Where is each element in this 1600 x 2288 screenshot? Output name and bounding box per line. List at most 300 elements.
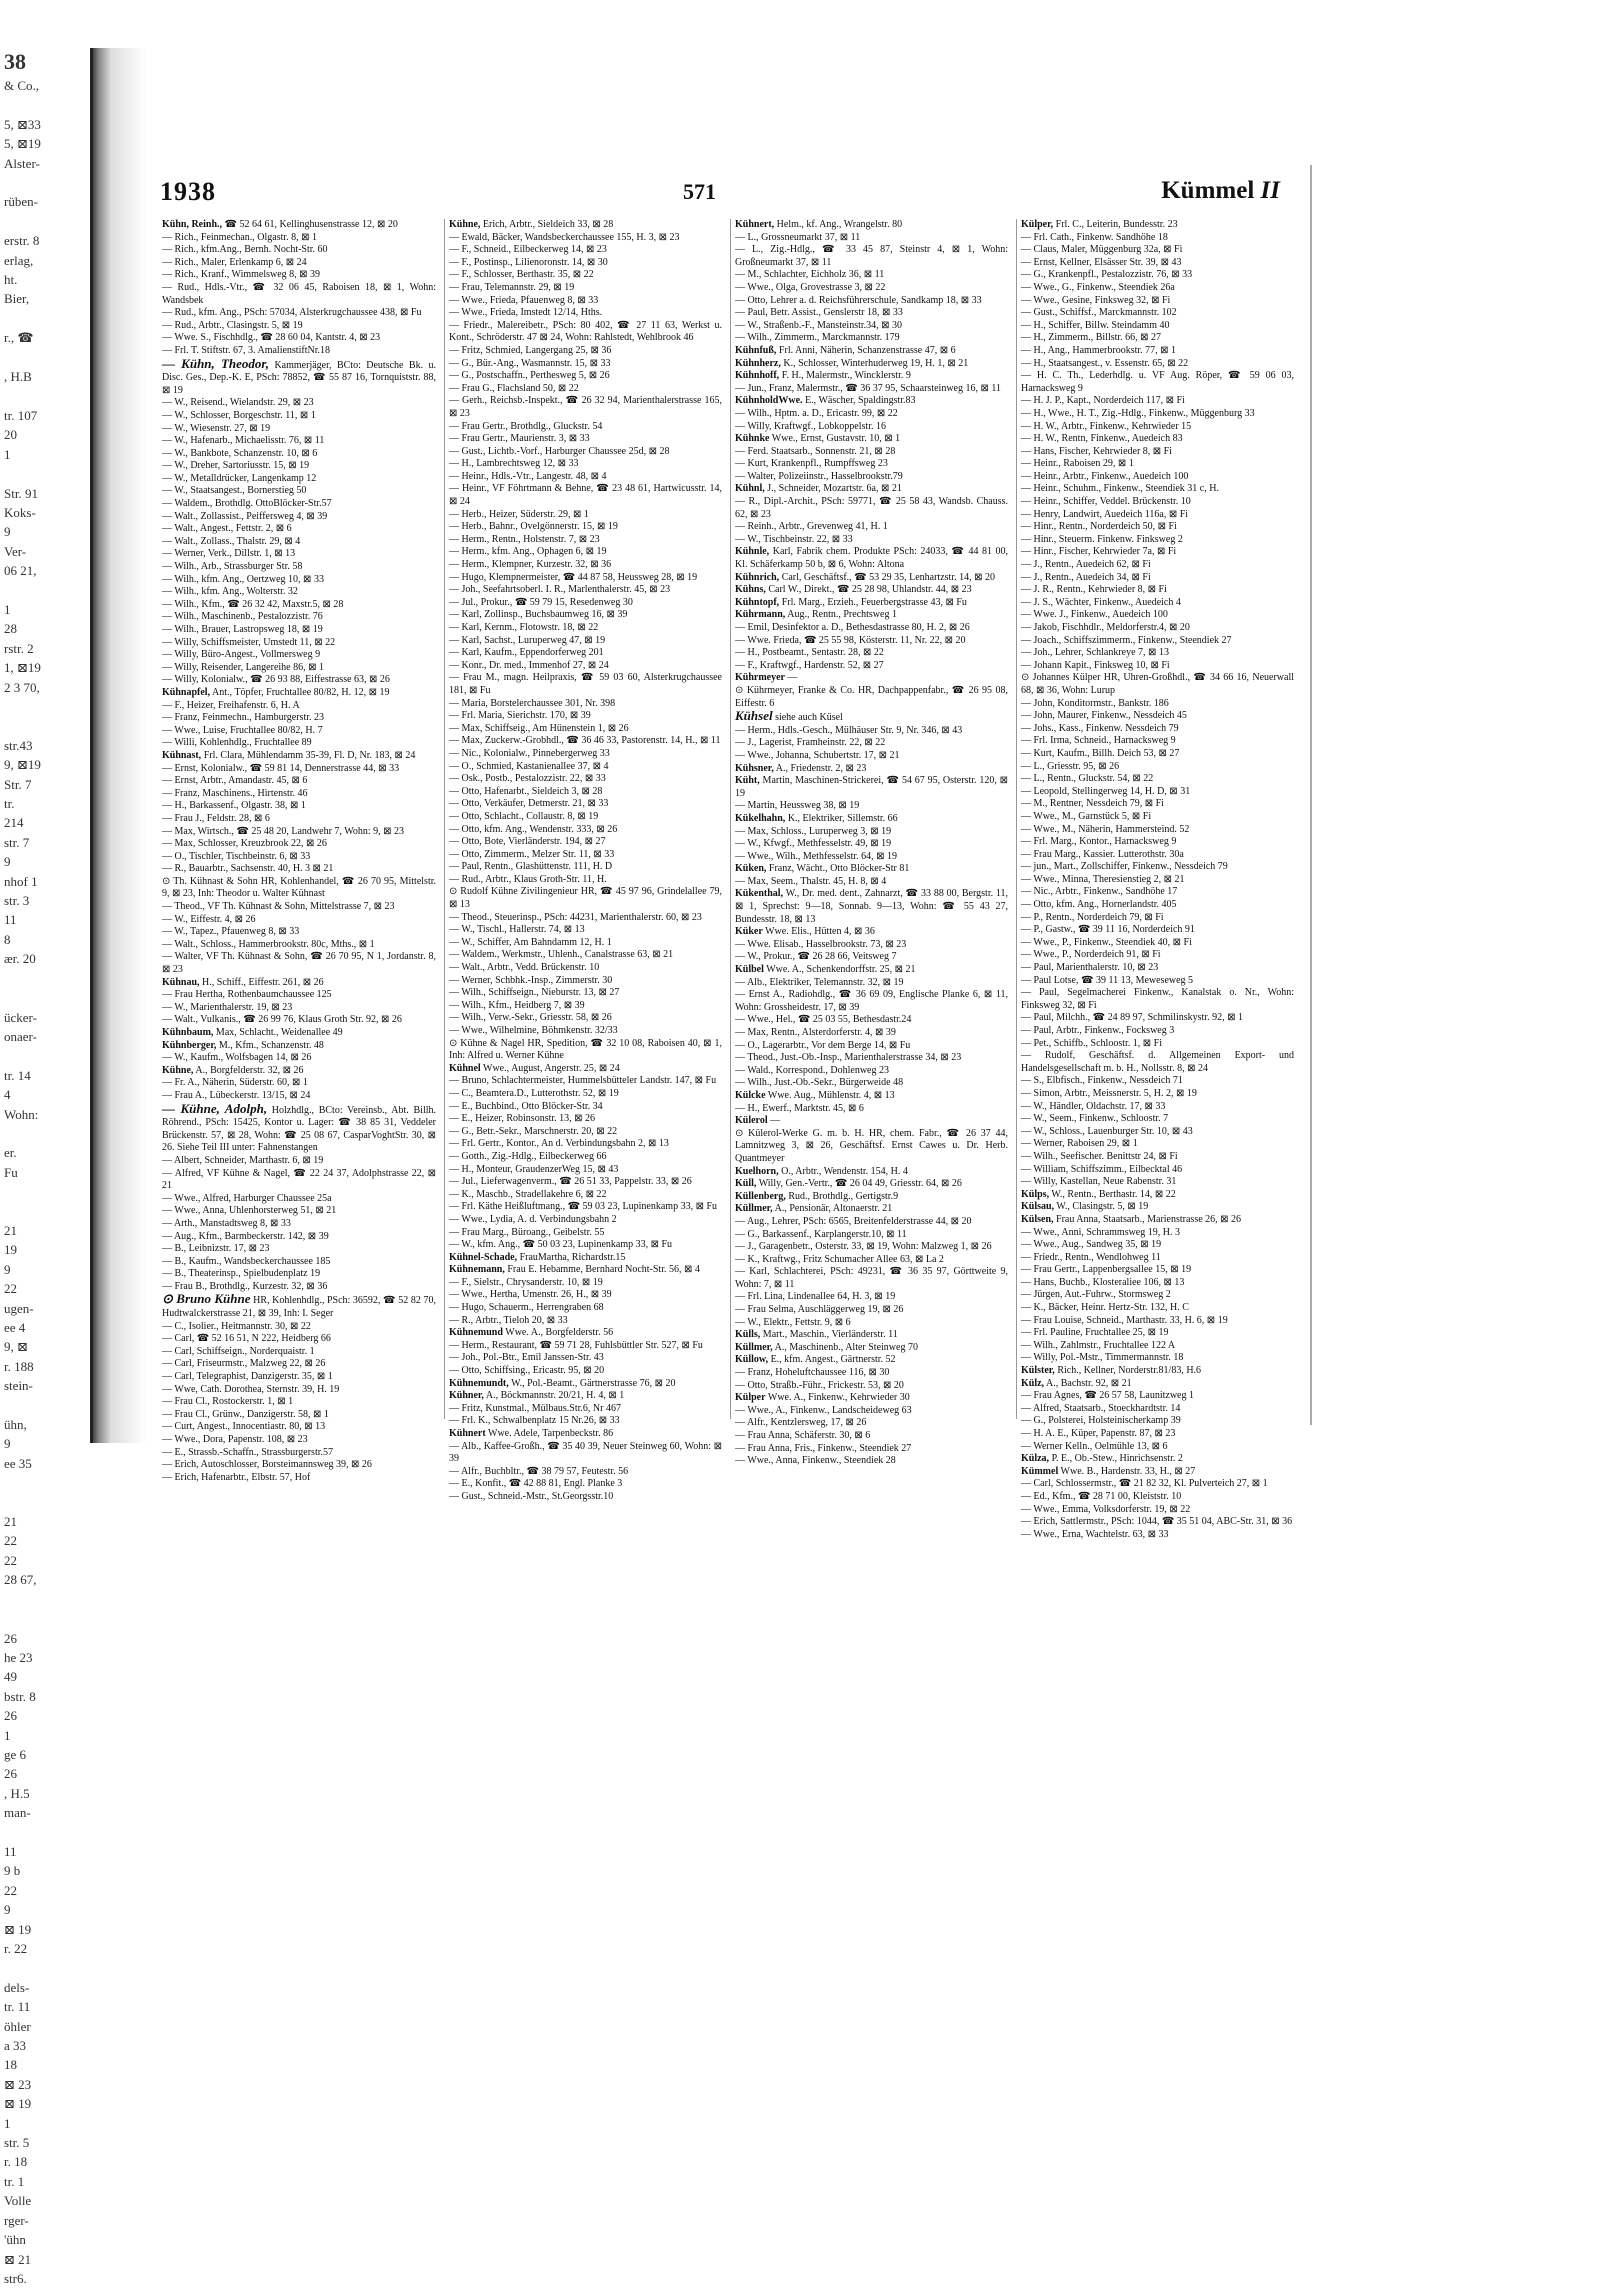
- entry-details: Frau E. Hebamme, Bernhard Nocht-Str. 56, ⊠ 4: [507, 1264, 700, 1276]
- directory-entry: [162, 1077, 436, 1090]
- directory-entry: [449, 546, 722, 559]
- left-page-fragment: [0, 95, 90, 114]
- directory-entry: [735, 926, 1008, 939]
- entry-details: — Rich., Kranf., Wimmelsweg 8, ⊠ 39: [162, 269, 321, 281]
- entry-details: — G., Polsterei, Holsteinischerkamp 39: [1021, 1415, 1181, 1427]
- entry-details: — Franz, Hoheluftchaussee 116, ⊠ 30: [735, 1367, 890, 1379]
- entry-details: — Hugo, Schauerm., Herrengraben 68: [449, 1302, 604, 1314]
- entry-details: — Frl. Käthe Heißluftmang., ☎ 59 03 23, Lupinenkamp 33, ⊠ Fu: [449, 1201, 718, 1213]
- entry-details: — Frau Marg., Kassier. Lutterothstr. 30a: [1021, 848, 1184, 860]
- directory-entry: [162, 232, 436, 245]
- entry-details: K., Elektriker, Sillemstr. 66: [787, 812, 898, 824]
- entry-details: — Johann Kapit., Finksweg 10, ⊠ Fi: [1021, 659, 1170, 671]
- directory-entry: [735, 1241, 1008, 1254]
- page-header: [148, 177, 1310, 211]
- entry-details: — Otto, Lehrer a. d. Reichsführerschule, Sandkamp 18, ⊠ 33: [735, 294, 982, 306]
- left-page-fragment: 22: [4, 1281, 17, 1297]
- directory-entry: [735, 1128, 1008, 1166]
- directory-entry: [449, 383, 722, 396]
- directory-entry: [162, 1371, 436, 1384]
- directory-entry: [735, 370, 1008, 383]
- entry-details: — Otto, Zimmerm., Melzer Str. 11, ⊠ 33: [449, 848, 615, 860]
- entry-details: — K., Maschb., Stradellakehre 6, ⊠ 22: [449, 1188, 607, 1200]
- entry-details: — J. S., Wächter, Finkenw., Auedeich 4: [1021, 596, 1181, 608]
- entry-details: — W., Kfwgf., Methfesselstr. 49, ⊠ 19: [735, 838, 892, 850]
- entry-surname: Kühnast,: [162, 749, 202, 761]
- directory-entry: [1021, 1088, 1294, 1101]
- directory-entry: [449, 307, 722, 320]
- entry-details: — H. W., Arbtr., Finkenw., Kehrwieder 15: [1021, 420, 1192, 432]
- directory-entry: [1021, 1478, 1294, 1491]
- directory-entry: [449, 1214, 722, 1227]
- directory-entry: [449, 521, 722, 534]
- directory-entry: [162, 863, 436, 876]
- left-page-fragment: 26: [4, 1630, 17, 1646]
- entry-details: — M., Schlachter, Eichholz 36, ⊠ 11: [735, 269, 885, 281]
- directory-entry: [162, 977, 436, 990]
- directory-entry: [1021, 1403, 1294, 1416]
- directory-entry: [449, 1403, 722, 1416]
- directory-entry: [1021, 1227, 1294, 1240]
- entry-details: — Otto, Schiffsing., Ericastr. 95, ⊠ 20: [449, 1365, 605, 1377]
- entry-details: — Carl, Schlossermstr., ☎ 21 82 32, Kl. Pulverteich 27, ⊠ 1: [1021, 1478, 1268, 1490]
- left-page-fragment: Koks-: [4, 504, 36, 520]
- entry-details: — Hans, Buchb., Klosteraliee 106, ⊠ 13: [1021, 1276, 1185, 1288]
- left-page-edge: [0, 48, 93, 2286]
- entry-details: — Theod., VF Th. Kühnast & Sohn, Mittelstrasse 7, ⊠ 23: [162, 901, 395, 913]
- directory-entry: [162, 800, 436, 813]
- directory-entry: [1021, 912, 1294, 925]
- entry-details: — Frau Selma, Auschläggerweg 19, ⊠ 26: [735, 1304, 904, 1316]
- entry-details: — Otto, kfm. Ang., Wendenstr. 333, ⊠ 26: [449, 823, 618, 835]
- left-page-fragment: 21: [4, 1222, 17, 1238]
- entry-details: — G., Krankenpfl., Pestalozzistr. 76, ⊠ 33: [1021, 269, 1193, 281]
- directory-entry: [1021, 748, 1294, 761]
- header-year: 1938: [160, 177, 216, 206]
- directory-entry: [162, 1333, 436, 1346]
- entry-details: — Jun., Franz, Malermstr., ☎ 36 37 95, Schaarsteinweg 16, ⊠ 11: [735, 382, 1001, 394]
- entry-details: — Willy, Reisender, Langereihe 86, ⊠ 1: [162, 661, 324, 673]
- left-page-fragment: ge 6: [4, 1746, 27, 1762]
- left-page-fragment: Bier,: [4, 291, 30, 307]
- directory-entry: [1021, 370, 1294, 395]
- directory-entry: [1021, 1516, 1294, 1529]
- directory-entry: [1021, 1075, 1294, 1088]
- left-page-fragment: ær. 20: [4, 951, 36, 967]
- directory-entry: [449, 937, 722, 950]
- entry-details: — Frau Marg., Büroang., Geibelstr. 55: [449, 1226, 605, 1238]
- left-page-fragment: 'ühn: [4, 2232, 26, 2248]
- entry-surname: ⊙ Bruno Kühne: [162, 1291, 251, 1307]
- entry-details: — J., Rentn., Auedeich 62, ⊠ Fi: [1021, 559, 1151, 571]
- entry-details: — B., Leibnizstr. 17, ⊠ 23: [162, 1243, 270, 1255]
- directory-entry: [735, 1254, 1008, 1267]
- entry-details: — W., Seem., Finkenw., Schloostr. 7: [1021, 1113, 1169, 1125]
- directory-entry: [162, 1268, 436, 1281]
- directory-entry: [162, 1014, 436, 1027]
- entry-details: — Wilh., Schiffseign., Nieburstr. 13, ⊠ 27: [449, 987, 620, 999]
- left-page-fragment: [0, 387, 90, 406]
- directory-entry: [735, 775, 1008, 800]
- left-page-fragment: 06 21,: [4, 563, 37, 579]
- entry-details: — Jul., Lieferwagenverm., ☎ 26 51 33, Pappelstr. 33, ⊠ 26: [449, 1176, 692, 1188]
- directory-entry: [735, 1443, 1008, 1456]
- directory-entry: [449, 458, 722, 471]
- entry-details: — Erich, Sattlermstr., PSch: 1044, ☎ 35 51 04, ABC-Str. 31, ⊠ 36: [1021, 1516, 1293, 1528]
- directory-entry: [162, 1346, 436, 1359]
- entry-details: — Herb., Heizer, Süderstr. 29, ⊠ 1: [449, 508, 589, 520]
- left-page-fragment: 9: [4, 1902, 11, 1918]
- directory-entry: [1021, 408, 1294, 421]
- directory-entry: [449, 1390, 722, 1403]
- entry-details: Kammerjäger, BCto: Deutsche Bk. u. Disc. Ges., Dep.-K. E, PSch: 78852, ☎ 55 87 16, Tornquiststr. 88, ⊠ 19: [162, 359, 437, 396]
- entry-details: — jun., Mart., Zollschiffer, Finkenw., Nessdeich 79: [1021, 861, 1228, 873]
- directory-entry: [735, 1367, 1008, 1380]
- entry-details: — W., Reisend., Wielandstr. 29, ⊠ 23: [162, 397, 314, 409]
- entry-details: — Wwe. J., Finkenw., Auedeich 100: [1021, 609, 1168, 621]
- directory-entry: [1021, 546, 1294, 559]
- entry-details: — W., Straßenb.-F., Mansteinstr.34, ⊠ 30: [735, 319, 903, 331]
- left-page-fragment: [0, 1473, 90, 1492]
- left-page-fragment: erlag,: [4, 252, 34, 268]
- directory-entry: [735, 332, 1008, 345]
- entry-surname: Külza,: [1021, 1453, 1050, 1465]
- entry-details: — Jakob, Fischhdlr., Meldorferstr.4, ⊠ 20: [1021, 622, 1190, 633]
- directory-entry: [449, 1201, 722, 1214]
- entry-details: — Karl, Kernm., Flotowstr. 18, ⊠ 22: [449, 622, 599, 633]
- directory-entry: [449, 949, 722, 962]
- directory-entry: [449, 1289, 722, 1302]
- entry-surname: Kühne,: [162, 1064, 194, 1076]
- directory-entry: [1021, 597, 1294, 610]
- entry-surname: Kühnberger,: [162, 1039, 217, 1051]
- entry-details: — Karl, Kaufm., Eppendorferweg 201: [449, 647, 604, 659]
- entry-details: — Walt., Vulkanis., ☎ 26 99 76, Klaus Groth Str. 92, ⊠ 26: [162, 1014, 402, 1026]
- entry-details: — Waldem., Werkmstr., Uhlenh., Canalstrasse 63, ⊠ 21: [449, 949, 674, 961]
- directory-entry: [162, 1396, 436, 1409]
- directory-entry: [735, 483, 1008, 496]
- entry-details: — H., Ang., Hammerbrookstr. 77, ⊠ 1: [1021, 344, 1177, 356]
- directory-entry: [1021, 345, 1294, 358]
- left-page-fragment: ⊠ 21: [4, 2251, 32, 2267]
- entry-details: Rich., Kellner, Norderstr.81/83, H.6: [1057, 1365, 1202, 1377]
- entry-details: — Willy, Kolonialw., ☎ 26 93 88, Eiffestrasse 63, ⊠ 26: [162, 674, 390, 686]
- entry-details: — Paul, Betr. Assist., Genslerstr 18, ⊠ 33: [735, 307, 903, 319]
- entry-details: — W., Hafenarb., Michaelisstr. 76, ⊠ 11: [162, 435, 325, 447]
- directory-entry: [162, 914, 436, 927]
- entry-details: — G., Bür.-Ang., Wasmannstr. 15, ⊠ 33: [449, 357, 611, 369]
- directory-entry: [449, 433, 722, 446]
- directory-entry: [735, 647, 1008, 660]
- entry-details: — Hinr., Fischer, Kehrwieder 7a, ⊠ Fi: [1021, 546, 1177, 558]
- entry-details: — Rud., Arbtr., Clasingstr. 5, ⊠ 19: [162, 319, 303, 331]
- left-page-fragment: 22: [4, 1552, 17, 1568]
- entry-details: Frau Anna, Staatsarb., Marienstrasse 26, ⊠ 26: [1056, 1213, 1242, 1225]
- left-page-fragment: str. 7: [4, 834, 30, 850]
- directory-entry: [735, 282, 1008, 295]
- directory-entry: [162, 700, 436, 713]
- directory-entry: [162, 1218, 436, 1231]
- entry-details: — F., Kraftwgf., Hardenstr. 52, ⊠ 27: [735, 659, 884, 671]
- left-page-fragment: rger-: [4, 2212, 29, 2228]
- entry-surname: Külls,: [735, 1329, 761, 1341]
- entry-surname: Külsau,: [1021, 1201, 1055, 1213]
- entry-details: — Rudolf, Geschäftsf. d. Allgemeinen Export- und Handelsgesellschaft m. b. H., Nollsstr. 8, ⊠ 24: [1021, 1050, 1294, 1074]
- entry-surname: Kühner,: [449, 1390, 484, 1402]
- running-title-volume: II: [1260, 177, 1280, 204]
- directory-entry: [162, 851, 436, 864]
- entry-details: — Heinr., Raboisen 29, ⊠ 1: [1021, 458, 1134, 470]
- directory-entry: [162, 355, 437, 398]
- entry-details: ⊙ Külerol-Werke G. m. b. H. HR, chem. Fabr., ☎ 26 37 44, Lamnitzweg 3, ⊠ 26, Geschäftsf. Ernst Cawes u. Dr. Herb. Quantmeyer: [735, 1127, 1008, 1164]
- directory-entry: [735, 939, 1008, 952]
- directory-entry: [1021, 937, 1294, 950]
- entry-details: — Paul Lotse, ☎ 39 11 13, Meweseweg 5: [1021, 974, 1194, 986]
- entry-details: — Wilh., Maschinenb., Pestalozzistr. 76: [162, 611, 323, 623]
- entry-details: — J., Rentn., Auedeich 34, ⊠ Fi: [1021, 571, 1151, 583]
- directory-entry: [449, 395, 722, 420]
- directory-entry: [449, 1227, 722, 1240]
- directory-entry: [449, 609, 722, 622]
- entry-details: — Nic., Arbtr., Finkenw., Sandhöhe 17: [1021, 886, 1178, 898]
- entry-details: — H., Staatsangest., v. Essenstr. 65, ⊠ 22: [1021, 357, 1189, 369]
- directory-entry: [449, 421, 722, 434]
- entry-details: — E., Buchbind., Otto Blöcker-Str. 34: [449, 1100, 603, 1112]
- directory-entry: [1021, 559, 1294, 572]
- directory-entry: [1021, 1214, 1294, 1227]
- left-page-fragment: r. 18: [4, 2154, 28, 2170]
- left-page-fragment: r., ☎: [4, 330, 34, 346]
- directory-entry: [1021, 1038, 1294, 1051]
- directory-entry: [162, 662, 436, 675]
- entry-details: — G., Barkassenf., Karplangerstr.10, ⊠ 11: [735, 1228, 907, 1240]
- entry-details: — L., Zig.-Hdlg., ☎ 33 45 87, Steinstr 4, ⊠ 1, Wohn: Großneumarkt 37, ⊠ 11: [735, 244, 1008, 268]
- entry-details: ⊙ Kührmeyer, Franke & Co. HR, Dachpappenfabr., ☎ 26 95 08, Eiffestr. 6: [735, 684, 1008, 709]
- left-page-fragment: 8: [4, 931, 11, 947]
- directory-entry: [449, 786, 722, 799]
- entry-surname: Küker: [735, 926, 763, 938]
- directory-entry: [735, 1040, 1008, 1053]
- entry-surname: Külcke: [735, 1089, 766, 1101]
- directory-entry: [735, 725, 1008, 738]
- directory-entry: [449, 1075, 722, 1088]
- directory-entry: [1021, 496, 1294, 509]
- entry-details: — Wwe., Johanna, Schubertstr. 17, ⊠ 21: [735, 749, 900, 761]
- directory-entry: [449, 1315, 722, 1328]
- entry-details: — Alb., Elektriker, Telemannstr. 32, ⊠ 19: [735, 976, 904, 988]
- entry-details: — Hugo, Klempnermeister, ☎ 44 87 58, Heussweg 28, ⊠ 19: [449, 571, 698, 583]
- entry-details: — Wwe., P., Norderdeich 91, ⊠ Fi: [1021, 949, 1161, 961]
- directory-entry: [162, 435, 436, 448]
- entry-surname: Kühsner,: [735, 762, 774, 774]
- directory-entry: [735, 446, 1008, 459]
- entry-surname: Kühsel: [735, 708, 773, 724]
- directory-entry: [449, 534, 722, 547]
- entry-details: — K., Kraftwg., Fritz Schumacher Allee 63, ⊠ La 2: [735, 1253, 944, 1265]
- directory-entry: [449, 962, 722, 975]
- directory-entry: [162, 307, 436, 320]
- left-page-fragment: ⊠ 19: [4, 1921, 32, 1937]
- directory-entry: [162, 649, 436, 662]
- directory-entry: [735, 232, 1008, 245]
- left-page-fragment: 18: [4, 2057, 17, 2073]
- directory-entry: [1021, 395, 1294, 408]
- entry-details: Wwe. Elis., Hütten 4, ⊠ 36: [765, 926, 875, 938]
- entry-details: — Rich., kfm.Ang., Bernh. Nocht-Str. 60: [162, 244, 328, 256]
- directory-entry: [1021, 635, 1294, 648]
- left-page-fragment: dels-: [4, 1979, 30, 1995]
- directory-entry: [162, 1002, 436, 1015]
- entry-details: — Willy, Kraftwgf., Lobkoppelstr. 16: [735, 420, 886, 432]
- directory-entry: [449, 861, 722, 874]
- entry-details: — Fritz, Schmied, Langergang 25, ⊠ 36: [449, 344, 612, 356]
- left-page-fragment: ee 4: [4, 1320, 26, 1335]
- entry-details: — Emil, Desinfektor a. D., Bethesdastrasse 80, H. 2, ⊠ 26: [735, 622, 970, 633]
- entry-details: — E., Konfit., ☎ 42 88 81, Engl. Planke 3: [449, 1478, 623, 1490]
- entry-details: — W., Staatsangest., Bornerstieg 50: [162, 485, 307, 497]
- directory-entry: [449, 483, 722, 508]
- left-page-fragment: 19: [4, 1242, 17, 1258]
- directory-entry: [1021, 1466, 1294, 1479]
- entry-details: — Paul, Milchh., ☎ 24 89 97, Schmilinskystr. 92, ⊠ 1: [1021, 1012, 1243, 1024]
- entry-details: — H., Monteur, GraudenzerWeg 15, ⊠ 43: [449, 1163, 619, 1175]
- entry-details: — Max, Seem., Thalstr. 45, H. 8, ⊠ 4: [735, 875, 887, 887]
- entry-details: — Paul, Marienthalerstr. 10, ⊠ 23: [1021, 962, 1159, 974]
- entry-details: K., Schlosser, Winterhuderweg 19, H. 1, ⊠ 21: [783, 357, 969, 369]
- directory-entry: [449, 1151, 722, 1164]
- entry-details: Carl, Geschäftsf., ☎ 53 29 35, Lenhartzstr. 14, ⊠ 20: [781, 571, 995, 583]
- directory-entry: [1021, 1289, 1294, 1302]
- directory-entry: [735, 458, 1008, 471]
- entry-details: — Joh., Seefahrtsoberl. I. R., Marlenthalerstr. 45, ⊠ 23: [449, 584, 671, 596]
- directory-entry: [735, 1266, 1008, 1291]
- left-page-fragment: ee 35: [4, 1455, 32, 1471]
- directory-entry: [735, 1052, 1008, 1065]
- entry-details: — Max, Wirtsch., ☎ 25 48 20, Landwehr 7, Wohn: 9, ⊠ 23: [162, 825, 405, 837]
- left-page-fragment: 1: [4, 2115, 11, 2131]
- entry-details: Frl. Clara, Mühlendamm 35-39, Fl. D, Nr. 183, ⊠ 24: [203, 749, 416, 761]
- directory-entry: [162, 1155, 436, 1168]
- directory-entry: [1021, 1138, 1294, 1151]
- entry-surname: Kühnherz,: [735, 357, 781, 369]
- directory-entry: [162, 1065, 436, 1078]
- directory-entry: [735, 977, 1008, 990]
- directory-entry: [449, 1012, 722, 1025]
- directory-entry: [449, 1101, 722, 1114]
- directory-entry: [1021, 1025, 1294, 1038]
- entry-details: — Friedr., Malereibetr., PSch: 80 402, ☎ 27 11 63, Werkst u. Kont., Schröderstr. 47 ⊠ 24, Wohn: Rahlstedt, Wehlbrook 46: [449, 319, 722, 344]
- entry-details: FrauMartha, Richardstr.15: [519, 1251, 626, 1263]
- directory-entry: [162, 939, 436, 952]
- entry-details: — Wilh., kfm. Ang., Oertzweg 10, ⊠ 33: [162, 573, 324, 585]
- directory-entry: [1021, 1529, 1294, 1542]
- entry-surname: Kühnel: [449, 1062, 481, 1074]
- directory-columns: [158, 219, 1300, 1540]
- entry-surname: Kühnrich,: [735, 571, 780, 583]
- entry-details: —: [770, 1115, 781, 1127]
- left-page-fragment: 28 67,: [4, 1572, 37, 1588]
- directory-entry: [162, 775, 436, 788]
- entry-details: P. E., Ob.-Stew., Hinrichsenstr. 2: [1051, 1453, 1183, 1465]
- directory-entry: [449, 710, 722, 723]
- directory-entry: [162, 624, 436, 637]
- directory-entry: [1021, 886, 1294, 899]
- entry-details: — Herm., kfm. Ang., Ophagen 6, ⊠ 19: [449, 546, 607, 558]
- entry-surname: Kühntopf,: [735, 596, 780, 608]
- directory-entry: [1021, 1428, 1294, 1441]
- directory-entry: [735, 496, 1008, 521]
- entry-details: — Willy, Pol.-Mstr., Timmermannstr. 18: [1021, 1352, 1184, 1364]
- left-page-fragment: stein-: [4, 1378, 33, 1394]
- left-page-fragment: Str. 7: [4, 776, 32, 792]
- entry-details: — R., Arbtr., Tieloh 20, ⊠ 33: [449, 1314, 568, 1326]
- entry-details: — Jürgen, Aut.-Fuhrw., Stormsweg 2: [1021, 1289, 1171, 1301]
- entry-details: — Rud., kfm. Ang., PSch: 57034, Alsterkrugchaussee 438, ⊠ Fu: [162, 307, 422, 319]
- left-page-fragment: 5, ⊠19: [4, 136, 41, 152]
- directory-entry: [162, 282, 436, 307]
- directory-entry: [1021, 282, 1294, 295]
- entry-details: — Kurt, Kaufm., Billh. Deich 53, ⊠ 27: [1021, 747, 1180, 759]
- left-page-fragment: erstr. 8: [4, 233, 40, 249]
- directory-entry: [1021, 1453, 1294, 1466]
- directory-entry: [735, 876, 1008, 889]
- directory-entry: [735, 763, 1008, 776]
- left-page-fragment: [0, 1958, 90, 1977]
- entry-details: — W., Schloss., Lauenburger Str. 10, ⊠ 43: [1021, 1125, 1193, 1137]
- entry-details: — H., Postbeamt., Sentastr. 28, ⊠ 22: [735, 647, 884, 659]
- entry-details: — W., Marienthalerstr. 19, ⊠ 23: [162, 1001, 293, 1013]
- entry-details: — Franz, Maschinens., Hirtenstr. 46: [162, 787, 308, 799]
- directory-entry: [449, 269, 722, 282]
- left-page-fragment: str. 5: [4, 2135, 30, 2151]
- entry-details: — Willy, Schiffsmeister, Umstedt 11, ⊠ 22: [162, 636, 336, 648]
- entry-details: —: [787, 672, 798, 684]
- directory-entry: [735, 800, 1008, 813]
- directory-entry: [449, 748, 722, 761]
- left-page-fragment: 9: [4, 524, 11, 540]
- entry-details: — L., Rentn., Gluckstr. 54, ⊠ 22: [1021, 773, 1154, 785]
- entry-details: — O., Tischler, Tischbeinstr. 6, ⊠ 33: [162, 850, 311, 862]
- entry-details: — Wwe. Elisab., Hasselbrookstr. 73, ⊠ 23: [735, 938, 907, 950]
- entry-details: O., Arbtr., Wendenstr. 154, H. 4: [781, 1165, 908, 1177]
- directory-entry: [735, 1191, 1008, 1204]
- entry-details: — Wilh., Just.-Ob.-Sekr., Bürgerweide 48: [735, 1077, 904, 1089]
- entry-details: — Konr., Dr. med., Immenhof 27, ⊠ 24: [449, 659, 609, 671]
- entry-details: — Curt, Angest., Innocentiastr. 80, ⊠ 13: [162, 1421, 326, 1433]
- directory-entry: [162, 257, 436, 270]
- entry-details: — Wilh., Kfm., Heidberg 7, ⊠ 39: [449, 999, 585, 1011]
- directory-entry: [449, 1088, 722, 1101]
- directory-entry: [1021, 1352, 1294, 1365]
- left-page-fragment: [0, 1609, 90, 1628]
- entry-surname: Külper: [735, 1392, 766, 1404]
- entry-details: — Frl. Gertr., Kontor., An d. Verbindungsbahn 2, ⊠ 13: [449, 1138, 669, 1150]
- directory-entry: [1021, 987, 1294, 1012]
- left-page-fragment: nhof 1: [4, 873, 38, 889]
- entry-details: — Henry, Landwirt, Auedeich 116a, ⊠ Fi: [1021, 508, 1189, 520]
- entry-details: — W., Bankbote, Schanzenstr. 10, ⊠ 6: [162, 447, 318, 459]
- entry-details: — Heinr., Schuhm., Finkenw., Steendiek 31 c, H.: [1021, 483, 1219, 495]
- entry-surname: Küllmer,: [735, 1203, 773, 1215]
- directory-entry: [162, 511, 436, 524]
- entry-details: A., Borgfelderstr. 32, ⊠ 26: [195, 1064, 304, 1076]
- left-page-fragment: [0, 1124, 90, 1143]
- entry-details: — M., Rentner, Nessdeich 79, ⊠ Fi: [1021, 798, 1164, 810]
- directory-entry: [735, 813, 1008, 826]
- directory-entry: [1021, 761, 1294, 774]
- entry-details: — Theod., Just.-Ob.-Insp., Marienthalerstrasse 34, ⊠ 23: [735, 1052, 962, 1064]
- left-page-fragment: 1, ⊠19: [4, 660, 41, 676]
